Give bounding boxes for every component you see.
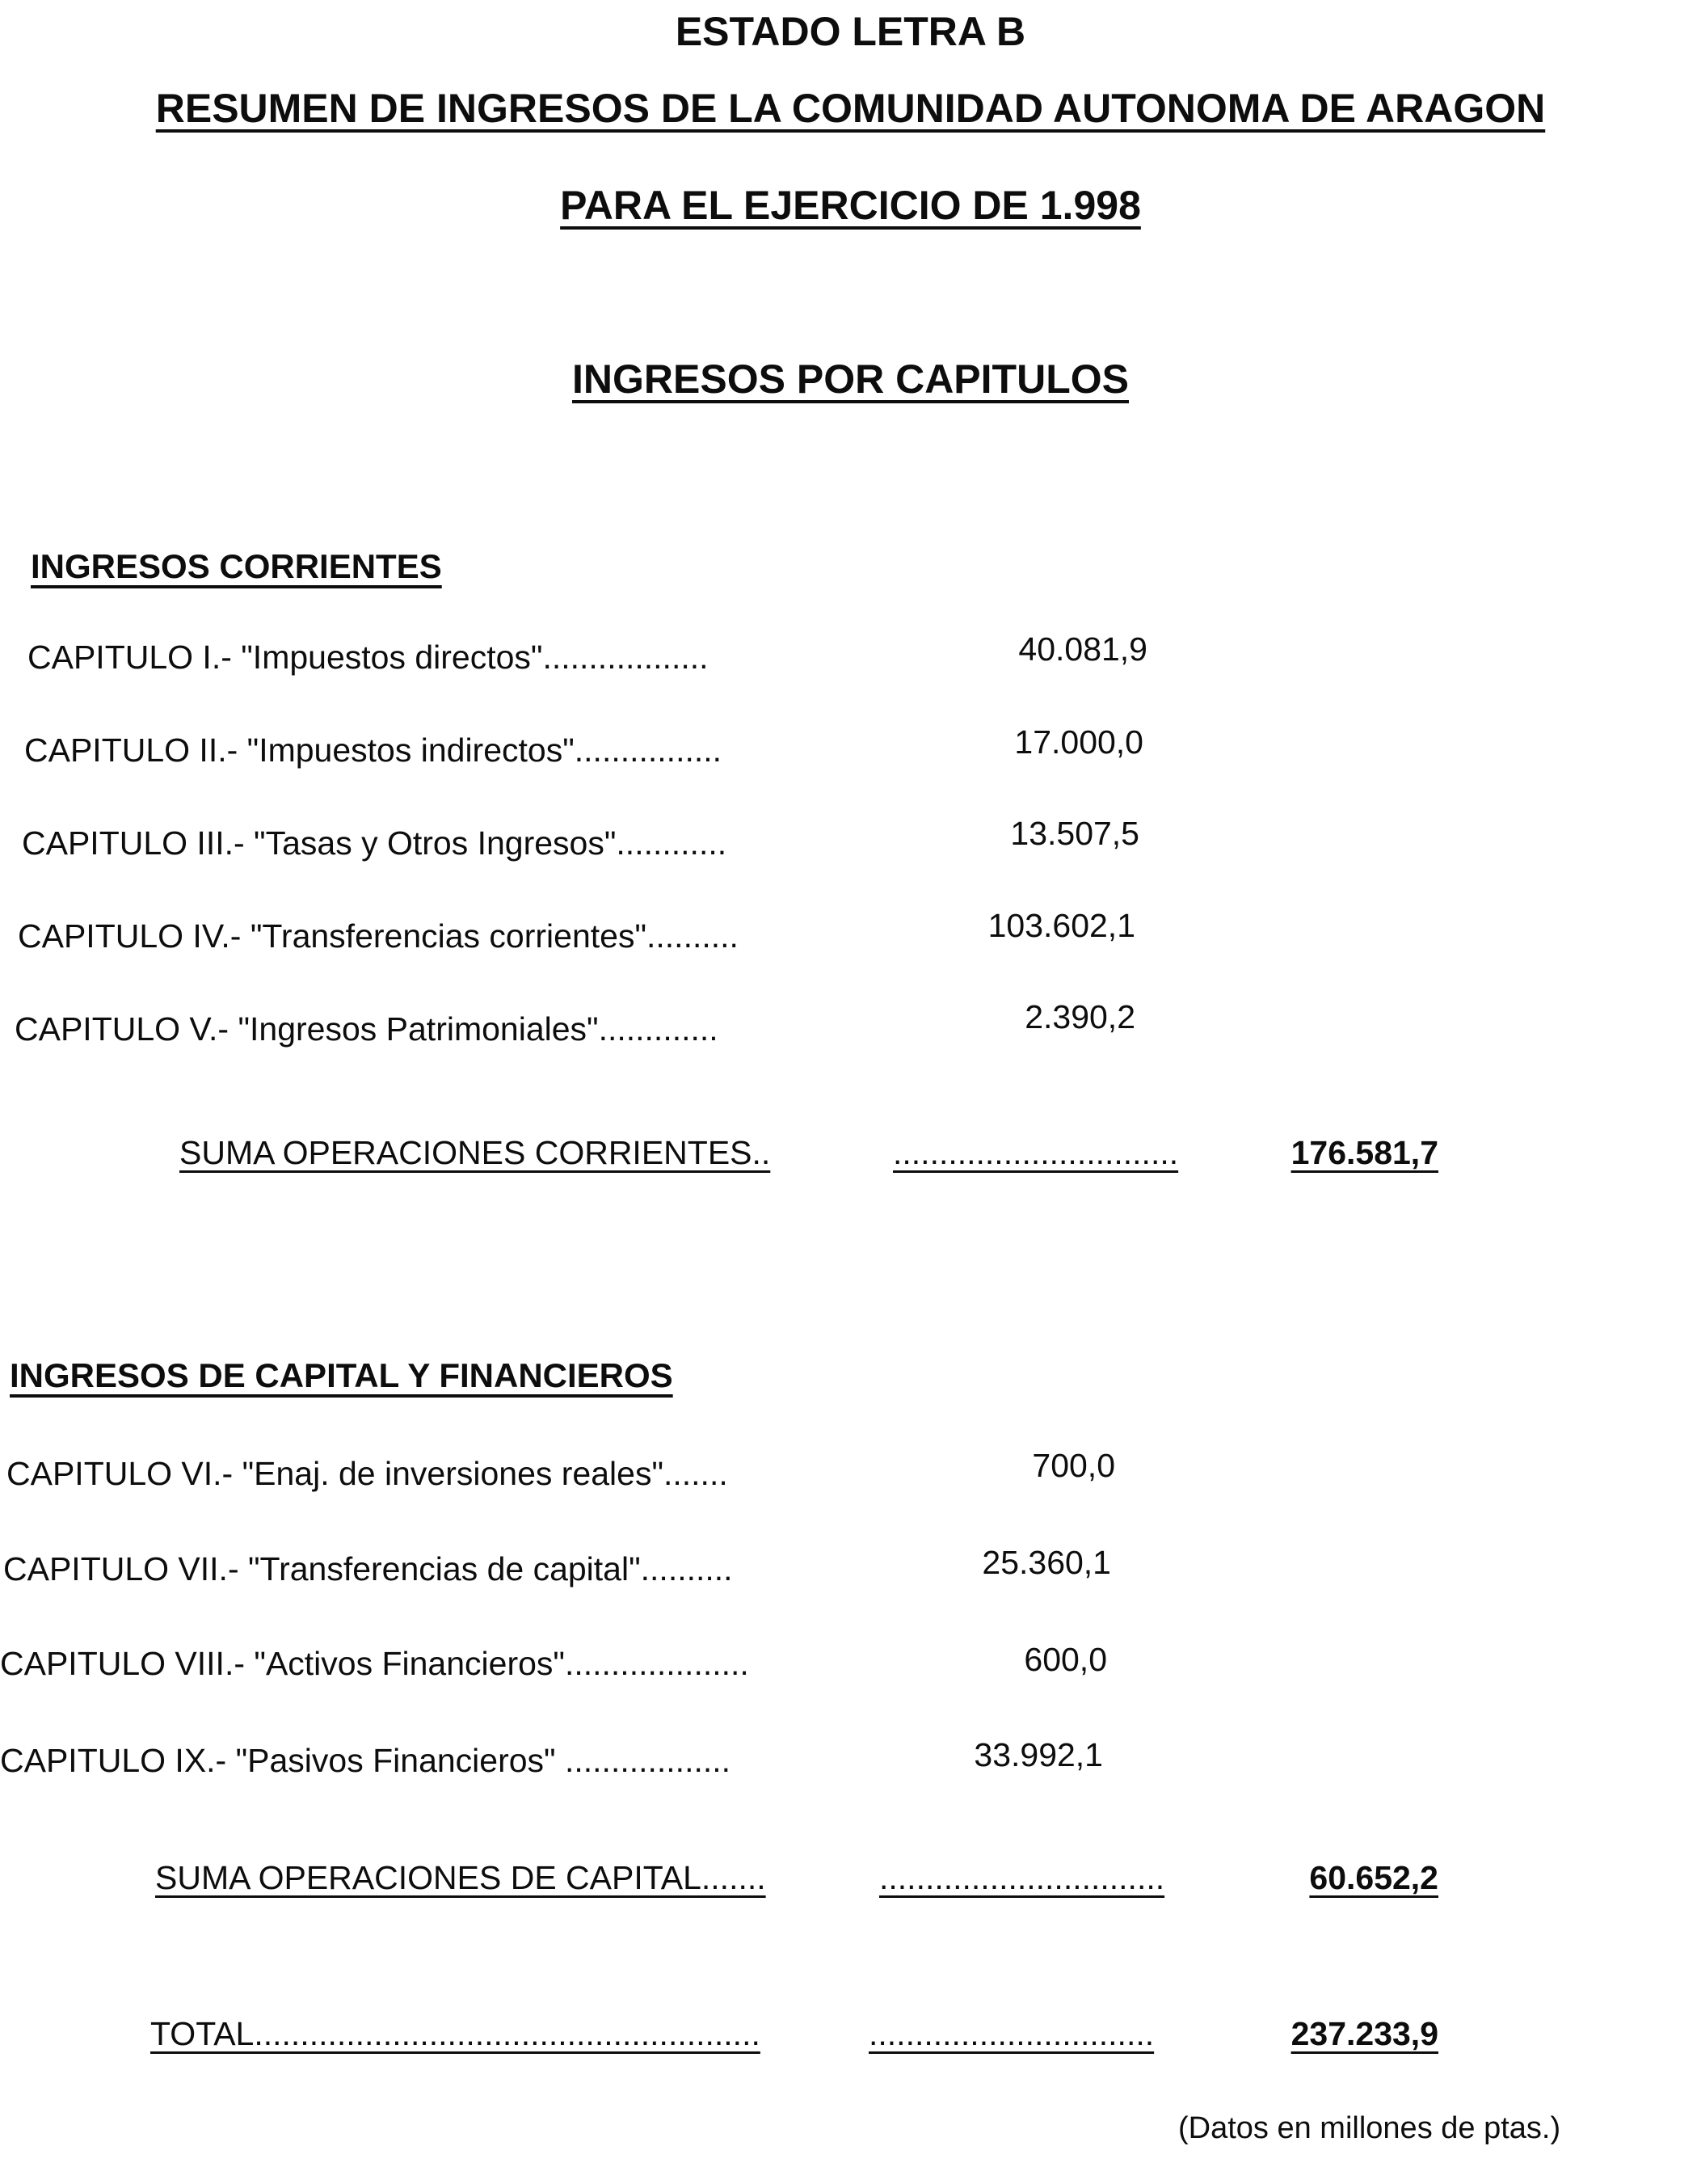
suma-capital-value: 60.652,2 bbox=[1309, 1859, 1438, 1896]
units-note: (Datos en millones de ptas.) bbox=[1178, 2111, 1561, 2145]
capitulo-3-label: CAPITULO III.- "Tasas y Otros Ingresos"............ bbox=[22, 824, 727, 862]
suma-capital-label: SUMA OPERACIONES DE CAPITAL....... bbox=[155, 1859, 766, 1896]
capitulo-6-label: CAPITULO VI.- "Enaj. de inversiones reales"....... bbox=[6, 1455, 728, 1492]
suma-corrientes-value: 176.581,7 bbox=[1290, 1134, 1438, 1171]
capitulo-8-label: CAPITULO VIII.- "Activos Financieros".................... bbox=[0, 1645, 749, 1682]
capitulo-5-value: 2.390,2 bbox=[1025, 998, 1135, 1035]
capital-heading: INGRESOS DE CAPITAL Y FINANCIEROS bbox=[10, 1356, 673, 1394]
suma-corrientes-dots: ............................... bbox=[893, 1134, 1179, 1171]
capitulo-4-value: 103.602,1 bbox=[987, 907, 1135, 944]
capitulo-9-value: 33.992,1 bbox=[974, 1736, 1103, 1773]
document-subtitle: RESUMEN DE INGRESOS DE LA COMUNIDAD AUTONOMA DE ARAGON bbox=[155, 86, 1546, 131]
capitulo-3-value: 13.507,5 bbox=[1010, 815, 1139, 852]
capitulo-8-value: 600,0 bbox=[1024, 1641, 1107, 1678]
corrientes-heading: INGRESOS CORRIENTES bbox=[31, 547, 442, 585]
suma-corrientes-label: SUMA OPERACIONES CORRIENTES.. bbox=[179, 1134, 771, 1171]
capitulo-5-label: CAPITULO V.- "Ingresos Patrimoniales"............. bbox=[15, 1010, 718, 1048]
capitulo-2-value: 17.000,0 bbox=[1014, 723, 1143, 761]
capitulo-7-value: 25.360,1 bbox=[982, 1544, 1111, 1581]
capitulo-7-label: CAPITULO VII.- "Transferencias de capital".......... bbox=[3, 1550, 733, 1587]
total-label: TOTAL....................................................... bbox=[150, 2015, 760, 2052]
total-dots: ............................... bbox=[869, 2015, 1155, 2052]
section-main-heading: INGRESOS POR CAPITULOS bbox=[572, 356, 1129, 402]
document-period: PARA EL EJERCICIO DE 1.998 bbox=[560, 183, 1141, 228]
capitulo-1-value: 40.081,9 bbox=[1018, 630, 1147, 668]
capitulo-2-label: CAPITULO II.- "Impuestos indirectos"................ bbox=[24, 732, 722, 769]
capitulo-4-label: CAPITULO IV.- "Transferencias corrientes".......... bbox=[18, 917, 739, 955]
document-title: ESTADO LETRA B bbox=[675, 9, 1026, 54]
suma-capital-dots: ............................... bbox=[879, 1859, 1165, 1896]
capitulo-9-label: CAPITULO IX.- "Pasivos Financieros" .................. bbox=[0, 1742, 731, 1779]
capitulo-1-label: CAPITULO I.- "Impuestos directos".................. bbox=[27, 639, 709, 676]
total-value: 237.233,9 bbox=[1290, 2015, 1438, 2052]
capitulo-6-value: 700,0 bbox=[1032, 1447, 1115, 1484]
